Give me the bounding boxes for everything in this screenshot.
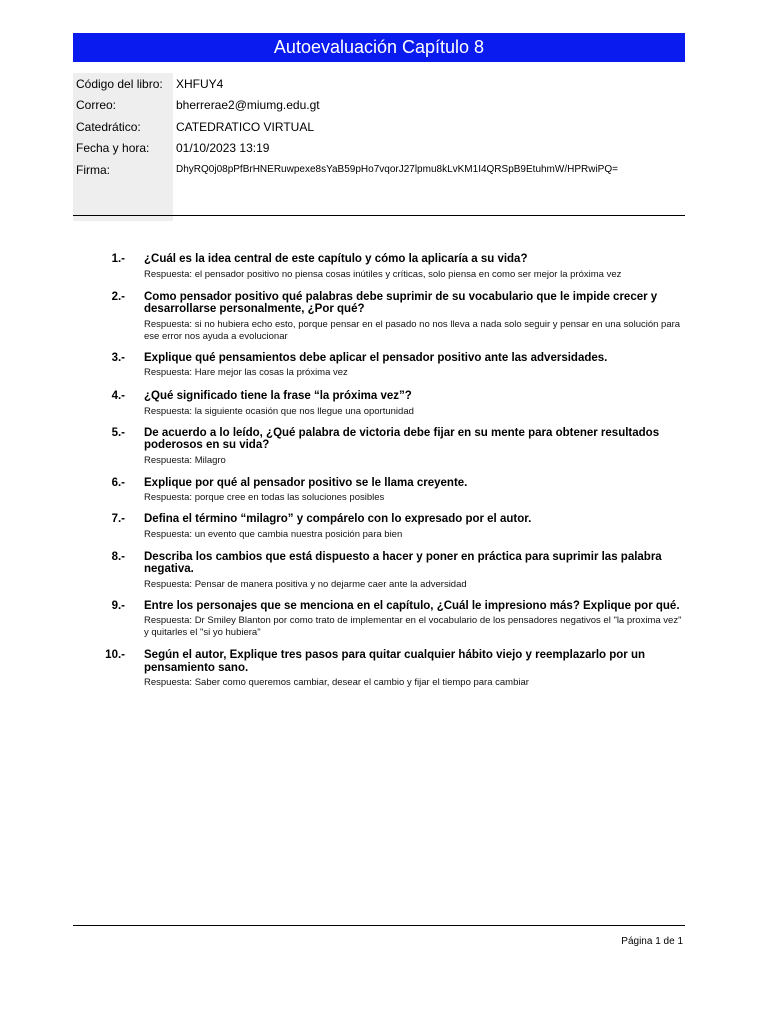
question-number: 5.- xyxy=(111,426,125,439)
question-number: 4.- xyxy=(111,390,125,402)
info-row-fecha xyxy=(73,138,685,160)
question-body xyxy=(144,513,685,541)
answer-text: Respuesta: Dr Smiley Blanton por como trato de implementar en el vocabulario de los pensadores negativos el "la proxima vez" y quitarles el "si yo hubiera" xyxy=(144,615,682,638)
page-title: Autoevaluación Capítulo 8 xyxy=(73,33,685,62)
question-text: Según el autor, Explique tres pasos para quitar cualquier hábito viejo y reemplazarlo por un pensamiento sano. xyxy=(144,649,646,674)
answer-text: Respuesta: Milagro xyxy=(144,454,226,466)
question-item xyxy=(73,390,685,418)
info-label: Catedrático: xyxy=(73,116,173,138)
info-label: Firma: xyxy=(73,159,173,181)
question-body xyxy=(144,649,685,689)
signature-value: DhyRQ0j08pPfBrHNERuwpexe8sYaB59pHo7vqorJ27lpmu8kLvKM1I4QRSpB9EtuhmW/HPRwiPQ= xyxy=(176,164,618,176)
question-number: 6.- xyxy=(111,476,125,489)
info-row-codigo xyxy=(73,73,685,95)
answer-text: Respuesta: Pensar de manera positiva y no dejarme caer ante la adversidad xyxy=(144,578,467,590)
question-text: Describa los cambios que está dispuesto a hacer y poner en práctica para suprimir las palabra negativa. xyxy=(144,550,662,575)
question-text: Como pensador positivo qué palabras debe suprimir de su vocabulario que le impide crecer y desarrollarse personalmente, ¿Por qué? xyxy=(144,290,658,315)
info-label: Correo: xyxy=(73,95,173,117)
question-text: Explique qué pensamientos debe aplicar el pensador positivo ante las adversidades. xyxy=(144,351,608,364)
answer-text: Respuesta: la siguiente ocasión que nos llegue una oportunidad xyxy=(144,405,414,417)
info-label: Fecha y hora: xyxy=(73,138,173,160)
page-number: Página 1 de 1 xyxy=(621,936,683,947)
info-label: Código del libro: xyxy=(73,73,173,95)
question-item xyxy=(73,649,685,689)
info-value: bherrerae2@miumg.edu.gt xyxy=(176,98,320,113)
question-item xyxy=(73,513,685,541)
question-text: De acuerdo a lo leído, ¿Qué palabra de victoria debe fijar en su mente para obtener resultados poderosos en su vida? xyxy=(144,426,660,451)
question-body xyxy=(144,477,685,505)
answer-text: Respuesta: el pensador positivo no piensa cosas inútiles y críticas, solo piensa en como ser mejor la próxima vez xyxy=(144,268,622,280)
answer-text: Respuesta: un evento que cambia nuestra posición para bien xyxy=(144,528,403,540)
question-body xyxy=(144,600,685,640)
question-number: 9.- xyxy=(111,599,125,612)
answer-text: Respuesta: Hare mejor las cosas la próxima vez xyxy=(144,367,348,378)
question-number: 8.- xyxy=(111,550,125,563)
info-table xyxy=(73,73,685,221)
info-row-catedratico xyxy=(73,116,685,138)
question-body xyxy=(144,352,685,380)
questions-list xyxy=(73,253,685,689)
question-number: 10.- xyxy=(105,649,125,661)
question-item xyxy=(73,600,685,640)
question-item xyxy=(73,352,685,380)
info-row-firma xyxy=(73,159,685,181)
question-text: ¿Qué significado tiene la frase “la próxima vez”? xyxy=(144,390,412,402)
question-text: Entre los personajes que se menciona en el capítulo, ¿Cuál le impresiono más? Explique por qué. xyxy=(144,599,680,612)
question-body xyxy=(144,427,685,467)
question-body xyxy=(144,390,685,418)
question-body xyxy=(144,291,685,343)
question-item xyxy=(73,253,685,281)
question-item xyxy=(73,427,685,467)
info-value: 01/10/2023 13:19 xyxy=(176,141,270,156)
question-item xyxy=(73,477,685,505)
question-text: Explique por qué al pensador positivo se le llama creyente. xyxy=(144,476,468,489)
question-item xyxy=(73,291,685,343)
question-number: 7.- xyxy=(111,513,125,525)
divider-bottom xyxy=(73,925,685,926)
question-number: 2.- xyxy=(111,290,125,303)
question-text: ¿Cuál es la idea central de este capítulo y cómo la aplicaría a su vida? xyxy=(144,253,528,265)
answer-text: Respuesta: si no hubiera echo esto, porque pensar en el pasado no nos lleva a nada solo seguir y pensar en una solución para ese error nos ayuda a evolucionar xyxy=(144,318,681,342)
divider-top xyxy=(73,215,685,216)
question-number: 3.- xyxy=(111,351,125,364)
question-text: Defina el término “milagro” y compárelo con lo expresado por el autor. xyxy=(144,513,532,525)
answer-text: Respuesta: porque cree en todas las soluciones posibles xyxy=(144,492,385,503)
info-value: CATEDRATICO VIRTUAL xyxy=(176,119,315,134)
question-number: 1.- xyxy=(111,253,125,265)
info-row-correo xyxy=(73,95,685,117)
info-value: XHFUY4 xyxy=(176,76,224,91)
question-body xyxy=(144,253,685,281)
question-body xyxy=(144,551,685,591)
question-item xyxy=(73,551,685,591)
answer-text: Respuesta: Saber como queremos cambiar, desear el cambio y fijar el tiempo para cambiar xyxy=(144,677,529,688)
